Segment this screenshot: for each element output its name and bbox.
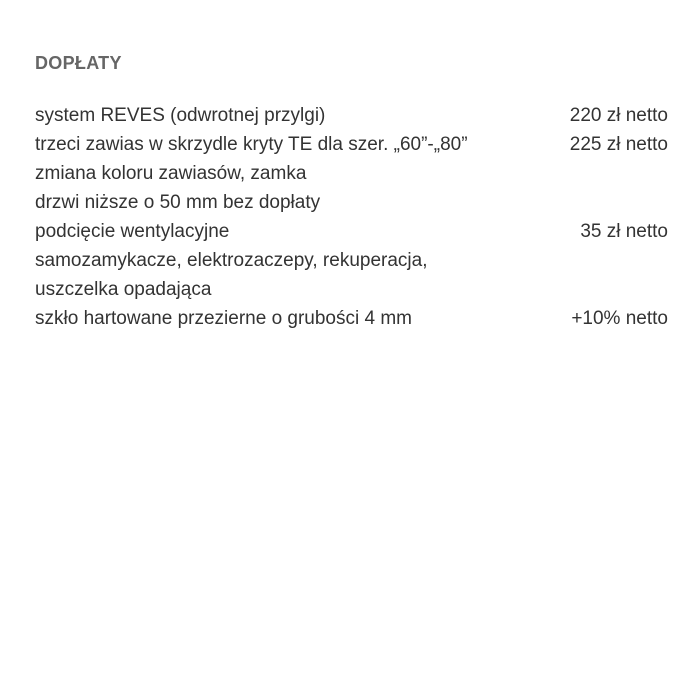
surcharge-price: 220 zł netto [569, 105, 668, 126]
page-title: DOPŁATY [35, 53, 122, 73]
surcharge-row [35, 101, 668, 130]
surcharge-price: 225 zł netto [569, 134, 668, 155]
surcharge-price: +10% netto [571, 308, 668, 329]
surcharge-row [35, 217, 668, 246]
surcharge-row [35, 130, 668, 159]
surcharge-description: samozamykacze, elektrozaczepy, rekuperacja, uszczelka opadająca [35, 250, 428, 300]
surcharge-description: system REVES (odwrotnej przylgi) [35, 105, 326, 126]
surcharge-price: 35 zł netto [580, 221, 668, 242]
surcharge-row [35, 188, 668, 217]
surcharge-row [35, 246, 668, 304]
surcharge-row [35, 159, 668, 188]
surcharge-description: zmiana koloru zawiasów, zamka [35, 163, 307, 184]
surcharge-description: podcięcie wentylacyjne [35, 221, 230, 242]
surcharge-description: szkło hartowane przezierne o grubości 4 mm [35, 308, 413, 329]
surcharge-description: drzwi niższe o 50 mm bez dopłaty [35, 192, 321, 213]
surcharge-description: trzeci zawias w skrzydle kryty TE dla szer. „60”-„80” [35, 134, 468, 155]
surcharge-row [35, 304, 668, 333]
surcharges-list [35, 101, 668, 333]
